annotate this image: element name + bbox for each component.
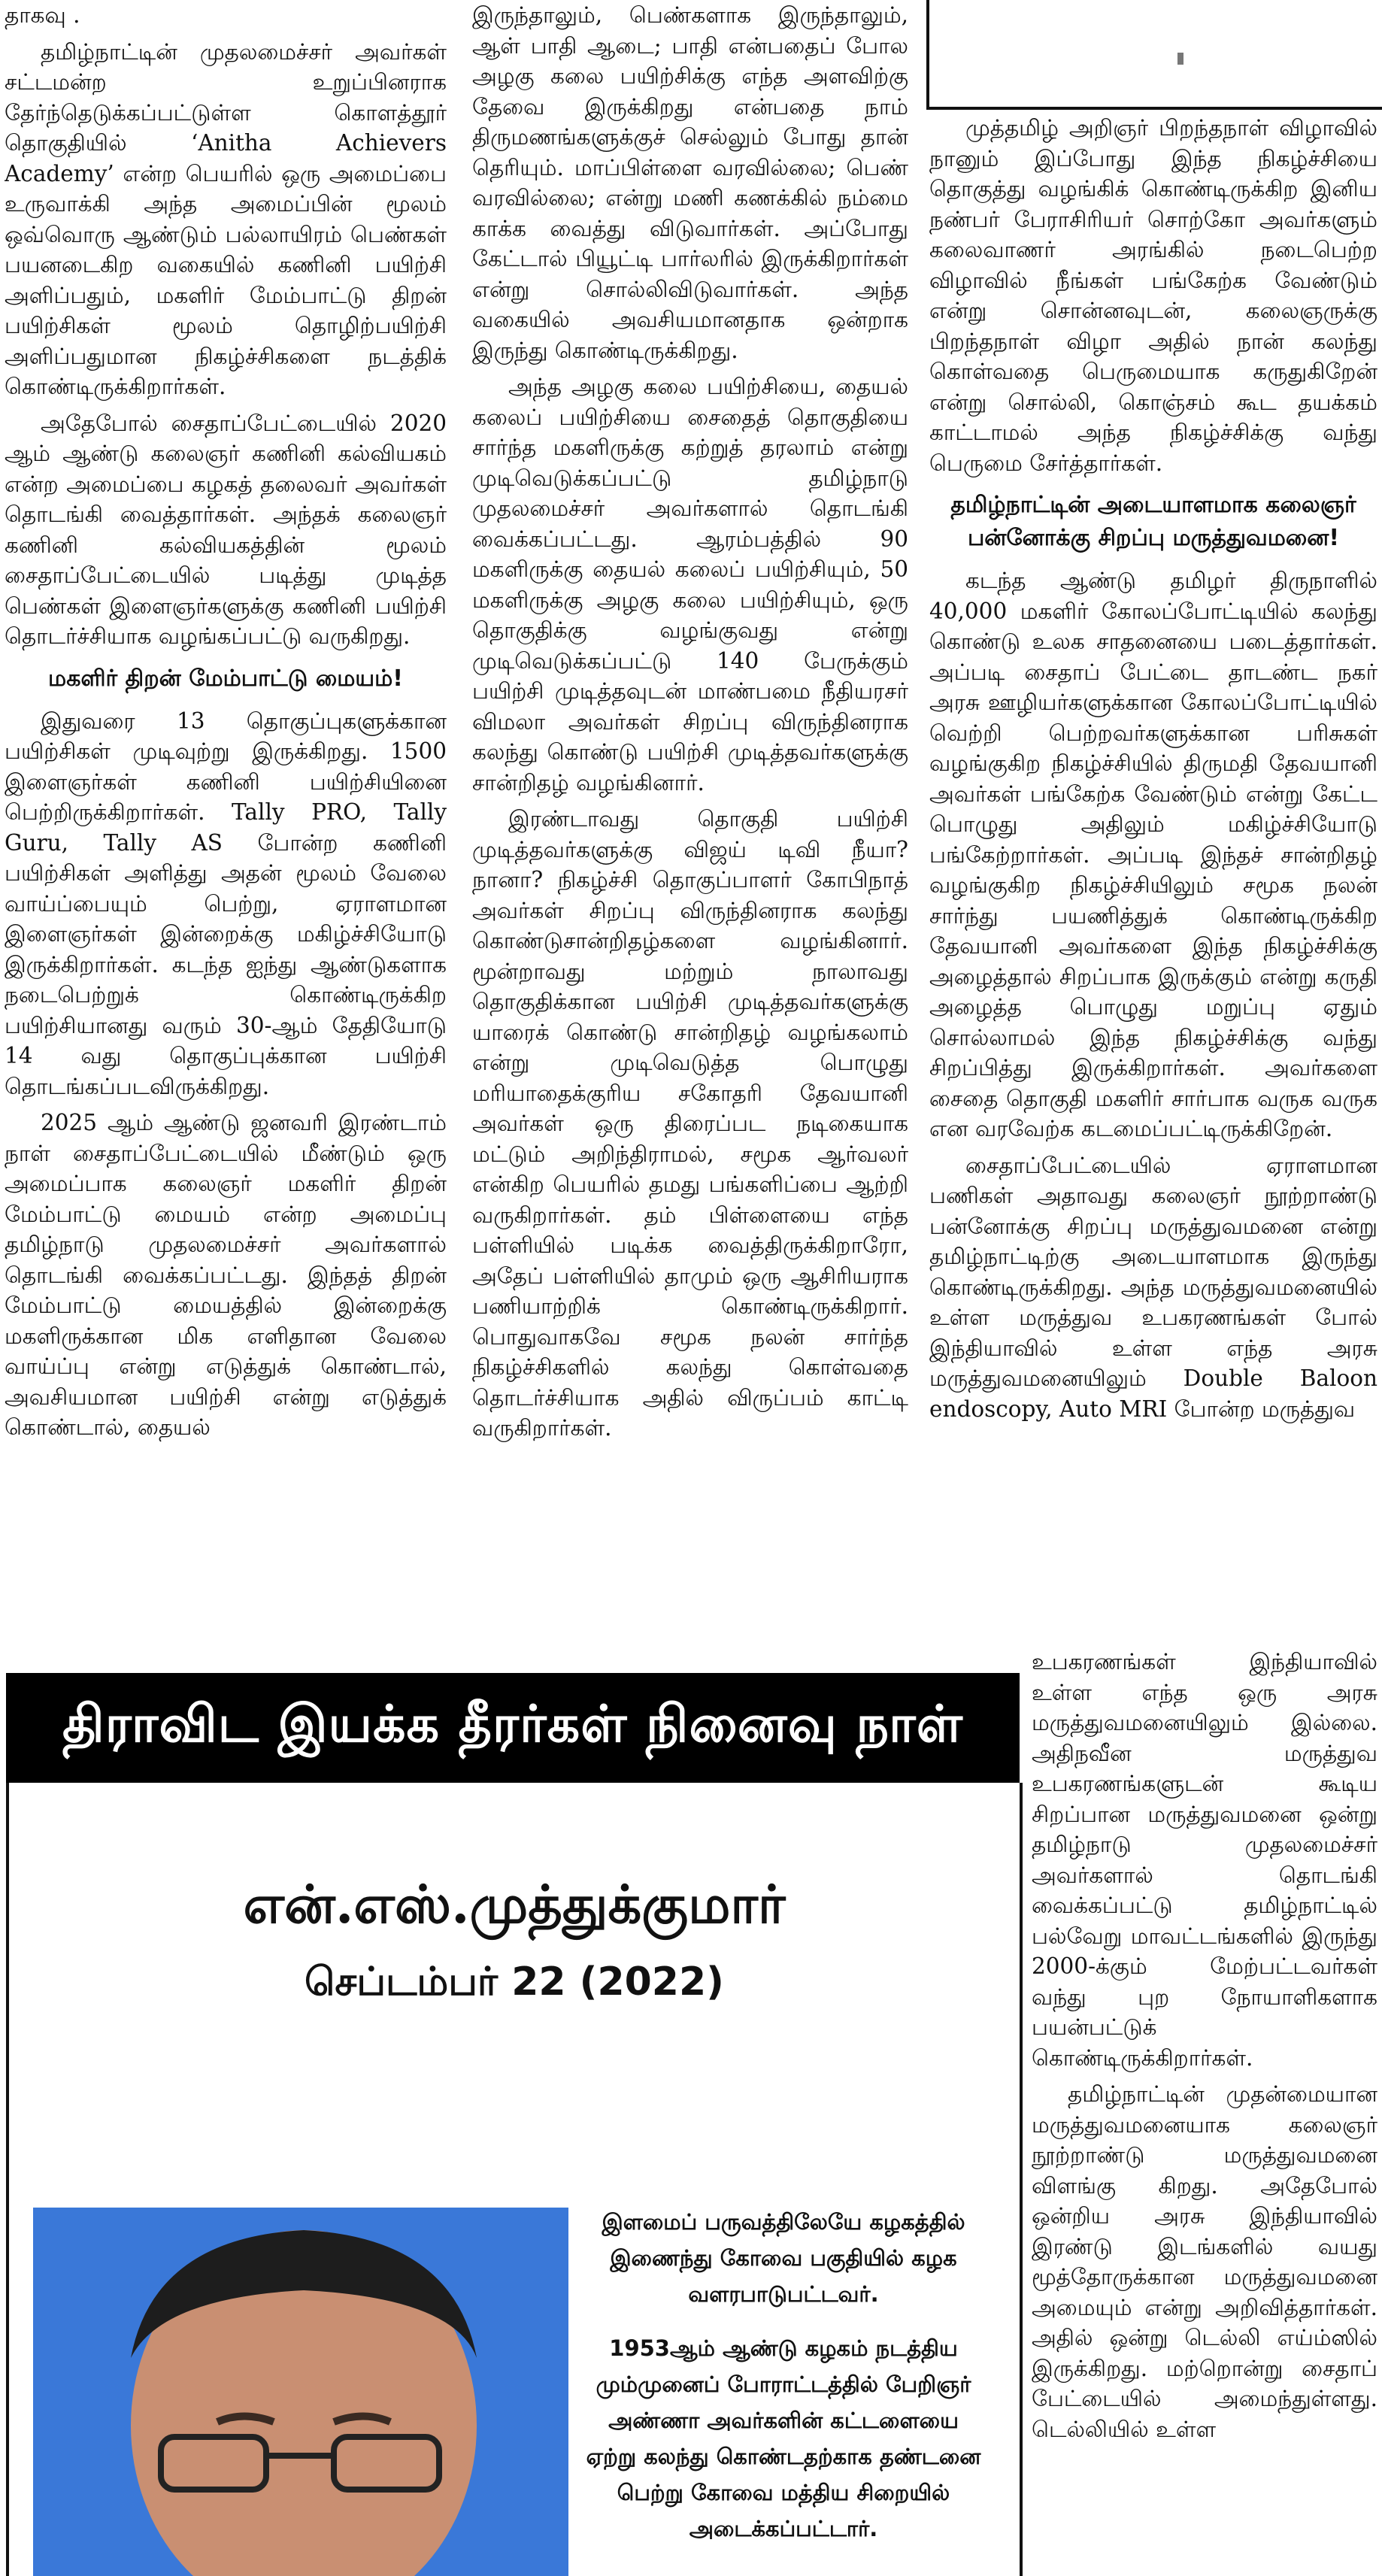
top-photo-frame (926, 0, 1382, 110)
paragraph: கடந்த ஆண்டு தமிழர் திருநாளில் 40,000 மகளிர் கோலப்போட்டியில் கலந்து கொண்டு உலக சாதனையை படைத்தார்கள். அப்படி சைதாப் பேட்டை தாடண்ட நகர் அரசு ஊழியர்களுக்கான கோலப்போட்டியில் வெற்றி பெற்றவர்களுக்கான பரிசுகள் வழங்குகிற நிகழ்ச்சியில் திருமதி தேவயானி அவர்கள் பங்கேற்க வேண்டும் என்று கேட்ட பொழுது அதிலும் மகிழ்ச்சியோடு பங்கேற்றார்கள். அப்படி இந்தச் சான்றிதழ் வழங்குகிற நிகழ்ச்சியிலும் சமூக நலன் சார்ந்து பயணித்துக் கொண்டிருக்கிற தேவயானி அவர்களை இந்த நிகழ்ச்சிக்கு அழைத்தால் சிறப்பாக இருக்கும் என்று கருதி அழைத்த பொழுது மறுப்பு ஏதும் சொல்லாமல் இந்த நிகழ்ச்சிக்கு வந்து சிறப்பித்து இருக்கிறார்கள். அவர்களை சைதை தொகுதி மகளிர் சார்பாக வருக வருக என வரவேற்க கடமைப்பட்டிருக்கிறேன். (929, 568, 1377, 1141)
subheading: தமிழ்நாட்டின் அடையாளமாக கலைஞர் பன்னோக்கு சிறப்பு மருத்துவமனை! (950, 492, 1356, 551)
paragraph: இரண்டாவது தொகுதி பயிற்சி முடித்தவர்களுக்கு விஜய் டிவி நீயா? நானா? நிகழ்ச்சி தொகுப்பாளர் கோபிநாத் அவர்கள் சிறப்பு விருந்தினராக கலந்து கொண்டுசான்றிதழ்களை வழங்கினார். மூன்றாவது மற்றும் நாலாவது தொகுதிக்கான பயிற்சி முடித்தவர்களுக்கு யாரைக் கொண்டு சான்றிதழ் வழங்கலாம் என்று முடிவெடுத்த பொழுது மரியாதைக்குரிய சகோதரி தேவயானி அவர்கள் ஒரு திரைப்பட நடிகையாக மட்டும் அறிந்திராமல், சமூக ஆர்வலர் என்கிற பெயரில் தமது பங்களிப்பை ஆற்றி வருகிறார்கள். தம் பிள்ளையை எந்த பள்ளியில் படிக்க வைத்திருக்கிறாரோ, அதேப் பள்ளியில் தாமும் ஒரு ஆசிரியராக பணியாற்றிக் கொண்டிருக்கிறார். பொதுவாகவே சமூக நலன் சார்ந்த நிகழ்ச்சிகளில் கலந்து கொள்வதை தொடர்ச்சியாக அதில் விருப்பம் காட்டி வருகிறார்கள். (472, 806, 908, 1441)
portrait-illustration (33, 2208, 568, 2576)
memorial-box (6, 1783, 1023, 2576)
bio-paragraph: இளமைப் பருவத்திலேயே கழகத்தில் இணைந்து கோவை பகுதியில் கழக வளரபாடுபட்டவர். (602, 2209, 965, 2307)
subheading: மகளிர் திறன் மேம்பாட்டு மையம்! (48, 665, 403, 692)
article-column-3-continued (1032, 1647, 1377, 2576)
paragraph: தமிழ்நாட்டின் முதன்மையான மருத்துவமனையாக கலைஞர் நூற்றாண்டு மருத்துவமனை விளங்கு கிறது. அதேபோல் ஒன்றிய அரசு இந்தியாவில் இரண்டு இடங்களில் வயது மூத்தோருக்கான மருத்துவமனை அமையும் என்று அறிவித்தார்கள். அதில் ஒன்று டெல்லி எய்ம்ஸில் இருக்கிறது. மற்றொன்று சைதாப் பேட்டையில் அமைந்துள்ளது. டெல்லியில் உள்ள (1032, 2081, 1377, 2442)
article-column-2 (472, 0, 908, 1654)
paragraph: அதேபோல் சைதாப்பேட்டையில் 2020 ஆம் ஆண்டு கலைஞர் கணினி கல்வியகம் என்ற அமைப்பை கழகத் தலைவர் அவர்கள் தொடங்கி வைத்தார்கள். அந்தக் கலைஞர் கணினி கல்வியகத்தின் மூலம் சைதாப்பேட்டையில் படித்து முடித்த பெண்கள் இளைஞர்களுக்கு கணினி பயிற்சி தொடர்ச்சியாக வழங்கப்பட்டு வருகிறது. (5, 410, 447, 649)
paragraph: தாகவு . (5, 2, 80, 28)
memorial-date: செப்டம்பர் 22 (2022) (305, 1959, 724, 2005)
paragraph: 2025 ஆம் ஆண்டு ஜனவரி இரண்டாம் நாள் சைதாப்பேட்டையில் மீண்டும் ஒரு அமைப்பாக கலைஞர் மகளிர் திறன் மேம்பாட்டு மையம் என்ற அமைப்பு தமிழ்நாடு முதலமைச்சர் அவர்களால் தொடங்கி வைக்கப்பட்டது. இந்தத் திறன் மேம்பாட்டு மையத்தில் இன்றைக்கு மகளிருக்கான மிக எளிதான வேலை வாய்ப்பு என்று எடுத்துக் கொண்டால், அவசியமான பயிற்சி என்று எடுத்துக் கொண்டால், தையல் (5, 1110, 447, 1440)
photo-fragment (1177, 53, 1183, 65)
article-column-1 (5, 0, 447, 1654)
paragraph: சைதாப்பேட்டையில் ஏராளமான பணிகள் அதாவது கலைஞர் நூற்றாண்டு பன்னோக்கு சிறப்பு மருத்துவமனை என்று தமிழ்நாட்டிற்கு அடையாளமாக இருந்து கொண்டிருக்கிறது. அந்த மருத்துவமனையில் உள்ள மருத்துவ உபகரணங்கள் போல் இந்தியாவில் உள்ள எந்த அரசு மருத்துவமனையிலும் Double Baloon endoscopy, Auto MRI போன்ற மருத்துவ (929, 1152, 1377, 1422)
article-column-3 (929, 113, 1377, 1647)
portrait-photo (33, 2208, 568, 2576)
paragraph: இதுவரை 13 தொகுப்புகளுக்கான பயிற்சிகள் முடிவுற்று இருக்கிறது. 1500 இளைஞர்கள் கணினி பயிற்சியினை பெற்றிருக்கிறார்கள். Tally PRO, Tally Guru, Tally AS போன்ற கணினி பயிற்சிகள் அளித்து அதன் மூலம் வேலை வாய்ப்பையும் பெற்று, ஏராளமான இளைஞர்கள் இன்றைக்கு மகிழ்ச்சியோடு இருக்கிறார்கள். கடந்த ஐந்து ஆண்டுகளாக நடைபெற்றுக் கொண்டிருக்கிற பயிற்சியானது வரும் 30-ஆம் தேதியோடு 14 வது தொகுப்புக்கான பயிற்சி தொடங்கப்படவிருக்கிறது. (5, 708, 447, 1099)
paragraph: அந்த அழகு கலை பயிற்சியை, தையல் கலைப் பயிற்சியை சைதைத் தொகுதியை சார்ந்த மகளிருக்கு கற்றுத் தரலாம் என்று முடிவெடுக்கப்பட்டு தமிழ்நாடு முதலமைச்சர் அவர்களால் தொடங்கி வைக்கப்பட்டது. ஆரம்பத்தில் 90 மகளிருக்கு தையல் கலைப் பயிற்சியும், 50 மகளிருக்கு அழகு கலை பயிற்சியும், ஒரு தொகுதிக்கு வழங்குவது என்று முடிவெடுக்கப்பட்டு 140 பேருக்கும் பயிற்சி முடித்தவுடன் மாண்பமை நீதியரசர் விமலா அவர்கள் சிறப்பு விருந்தினராக கலந்து கொண்டு பயிற்சி முடித்தவர்களுக்கு சான்றிதழ் வழங்கினார். (472, 374, 908, 796)
paragraph: உபகரணங்கள் இந்தியாவில் உள்ள எந்த ஒரு அரசு மருத்துவமனையிலும் இல்லை. அதிநவீன மருத்துவ உபகரணங்களுடன் கூடிய சிறப்பான மருத்துவமனை ஒன்று தமிழ்நாடு முதலமைச்சர் அவர்களால் தொடங்கி வைக்கப்பட்டு தமிழ்நாட்டில் பல்வேறு மாவட்டங்களில் இருந்து 2000-க்கும் மேற்பட்டவர்கள் வந்து புற நோயாளிகளாக பயன்பட்டுக் கொண்டிருக்கிறார்கள். (1032, 1649, 1377, 2071)
memorial-banner: திராவிட இயக்க தீரர்கள் நினைவு நாள் (6, 1673, 1020, 1783)
memorial-bio (580, 2204, 986, 2565)
bio-paragraph: 1953ஆம் ஆண்டு கழகம் நடத்திய மும்முனைப் போராட்டத்தில் பேறிஞர் அண்ணா அவர்களின் கட்டளையை ஏற்று கலந்து கொண்டதற்காக தண்டனை பெற்று கோவை மத்திய சிறையில் அடைக்கப்பட்டார். (586, 2335, 981, 2541)
paragraph: தமிழ்நாட்டின் முதலமைச்சர் அவர்கள் சட்டமன்ற உறுப்பினராக தேர்ந்தெடுக்கப்பட்டுள்ள கொளத்தூர் தொகுதியில் ‘Anitha Achievers Academy’ என்ற பெயரில் ஒரு அமைப்பை உருவாக்கி அந்த அமைப்பின் மூலம் ஒவ்வொரு ஆண்டும் பல்லாயிரம் பெண்கள் பயனடைகிற வகையில் கணினி பயிற்சி அளிப்பதும், மகளிர் மேம்பாட்டு திறன் பயிற்சிகள் மூலம் தொழிற்பயிற்சி அளிப்பதுமான நிகழ்ச்சிகளை நடத்திக் கொண்டிருக்கிறார்கள். (5, 38, 447, 399)
paragraph: இருந்தாலும், பெண்களாக இருந்தாலும், ஆள் பாதி ஆடை; பாதி என்பதைப் போல அழகு கலை பயிற்சிக்கு எந்த அளவிற்கு தேவை இருக்கிறது என்பதை நாம் திருமணங்களுக்குச் செல்லும் போது தான் தெரியும். மாப்பிள்ளை வரவில்லை; பெண் வரவில்லை; என்று மணி கணக்கில் நம்மை காக்க வைத்து விடுவார்கள். அப்போது கேட்டால் பியூட்டி பார்லரில் இருக்கிறார்கள் என்று சொல்லிவிடுவார்கள். அந்த வகையில் அவசியமானதாக ஒன்றாக இருந்து கொண்டிருக்கிறது. (472, 2, 908, 363)
paragraph: முத்தமிழ் அறிஞர் பிறந்தநாள் விழாவில் நானும் இப்போது இந்த நிகழ்ச்சியை தொகுத்து வழங்கிக் கொண்டிருக்கிற இனிய நண்பர் பேராசிரியர் சொற்கோ அவர்களும் கலைவாணர் அரங்கில் நடைபெற்ற விழாவில் நீங்கள் பங்கேற்க வேண்டும் என்று சொன்னவுடன், கலைஞருக்கு பிறந்தநாள் விழா அதில் நான் கலந்து கொள்வதை பெருமையாக கருதுகிறேன் என்று சொல்லி, கொஞ்சம் கூட தயக்கம் காட்டாமல் அந்த நிகழ்ச்சிக்கு வந்து பெருமை சேர்த்தார்கள். (929, 115, 1377, 476)
memorial-name: என்.எஸ்.முத்துக்குமார் (243, 1873, 786, 1935)
